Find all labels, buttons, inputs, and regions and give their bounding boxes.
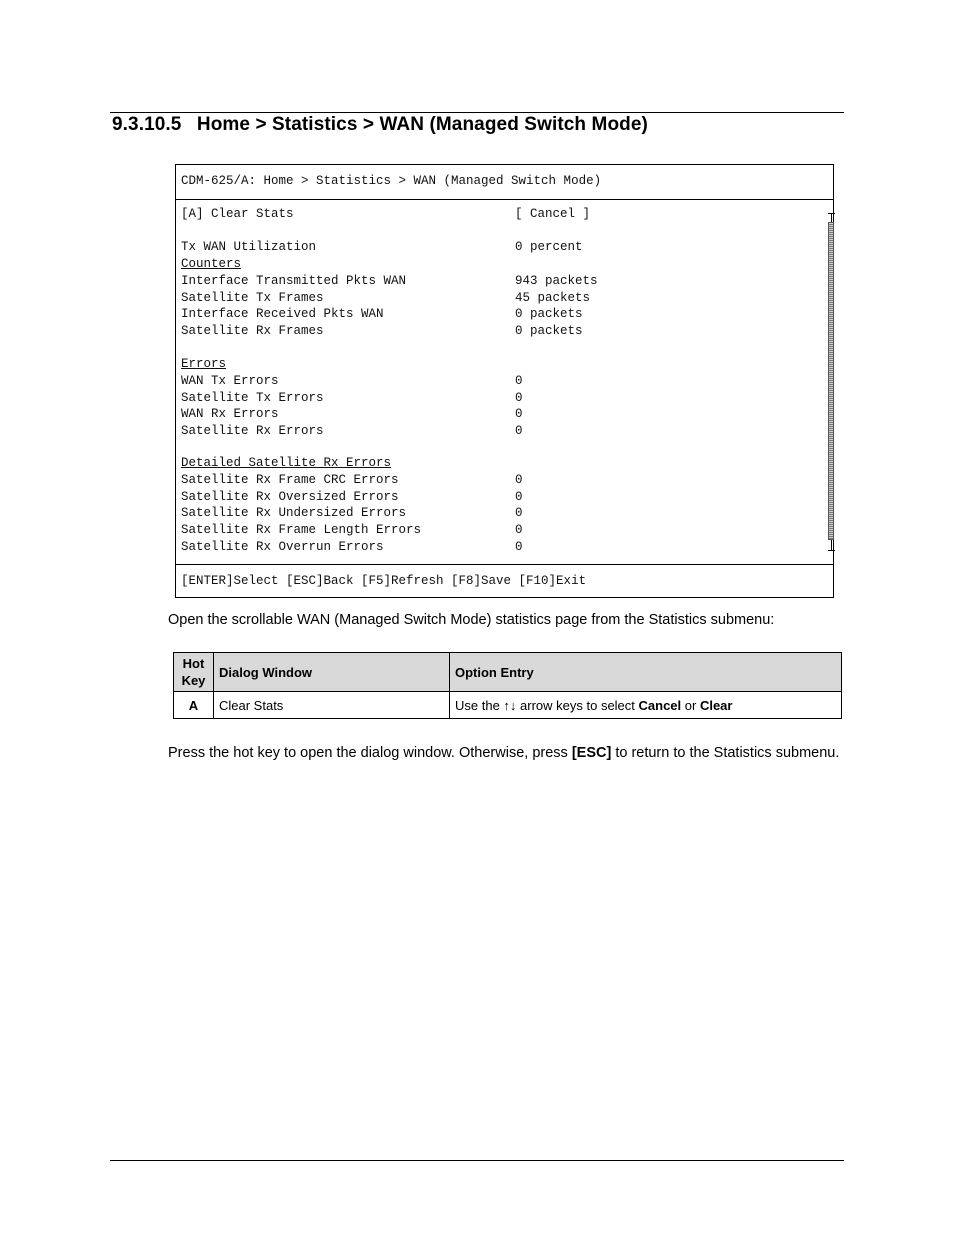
utilization-value: 0 percent: [515, 240, 583, 254]
stat-label: WAN Rx Errors: [181, 407, 279, 421]
counters-heading-row: [181, 257, 242, 273]
stat-row: [181, 291, 591, 307]
stat-label: Interface Received Pkts WAN: [181, 307, 384, 321]
stat-value: 0 packets: [515, 307, 583, 321]
stat-value: 0: [515, 407, 523, 421]
clear-stats-value[interactable]: [ Cancel ]: [515, 207, 591, 221]
table-header-row: [174, 653, 842, 692]
terminal-screen: [175, 164, 834, 598]
stat-label: Satellite Rx Oversized Errors: [181, 490, 399, 504]
stat-value: 0: [515, 490, 523, 504]
stat-value: 0: [515, 473, 523, 487]
scrollbar-bottom-cap: [828, 550, 835, 551]
stat-row: [181, 540, 523, 556]
errors-heading: Errors: [181, 357, 227, 371]
counters-heading: Counters: [181, 257, 242, 271]
stat-value: 0: [515, 540, 523, 554]
stat-value: 0 packets: [515, 324, 583, 338]
utilization-row: [181, 240, 583, 256]
stat-value: 0: [515, 506, 523, 520]
terminal-title: CDM-625/A: Home > Statistics > WAN (Managed Switch Mode): [181, 174, 602, 188]
clear-stats-label[interactable]: [A] Clear Stats: [181, 207, 294, 221]
section-heading: [112, 114, 648, 136]
options-table: [173, 652, 842, 719]
dialog-window-cell: Clear Stats: [214, 692, 450, 719]
terminal-key-hints: [ENTER]Select [ESC]Back [F5]Refresh [F8]Save [F10]Exit: [181, 574, 587, 588]
stat-row: [181, 424, 523, 440]
intro-paragraph: Open the scrollable WAN (Managed Switch Mode) statistics page from the Statistics submenu:: [168, 612, 775, 628]
stat-label: Satellite Rx Frame Length Errors: [181, 523, 422, 537]
outro-before: Press the hot key to open the dialog window. Otherwise, press: [168, 745, 572, 761]
terminal-footer: [176, 564, 833, 599]
stat-label: Satellite Rx Frames: [181, 324, 324, 338]
hot-key-header-line2: Key: [181, 673, 206, 688]
stat-label: WAN Tx Errors: [181, 374, 279, 388]
stat-value: 45 packets: [515, 291, 591, 305]
stat-row: [181, 307, 583, 323]
utilization-label: Tx WAN Utilization: [181, 240, 317, 254]
esc-key: [ESC]: [571, 745, 612, 761]
scrollbar-thumb[interactable]: [828, 222, 834, 540]
option-entry-cell: [450, 692, 842, 719]
stat-value: 0: [515, 391, 523, 405]
stat-row: [181, 324, 583, 340]
option-cancel: Cancel: [638, 697, 682, 713]
stat-row: [181, 523, 523, 539]
stat-label: Satellite Rx Overrun Errors: [181, 540, 384, 554]
stat-value: 0: [515, 424, 523, 438]
stat-label: Satellite Rx Undersized Errors: [181, 506, 407, 520]
stat-row: [181, 473, 523, 489]
outro-paragraph: [168, 743, 848, 764]
stat-label: Satellite Tx Frames: [181, 291, 324, 305]
clear-stats-row[interactable]: [181, 207, 591, 223]
stat-value: 0: [515, 374, 523, 388]
terminal-title-bar: [176, 165, 833, 200]
stat-row: [181, 407, 523, 423]
stat-row: [181, 391, 523, 407]
stat-label: Satellite Rx Errors: [181, 424, 324, 438]
section-title: Home > Statistics > WAN (Managed Switch Mode): [196, 114, 648, 135]
stat-row: [181, 374, 523, 390]
hot-key-header-line1: Hot: [182, 656, 205, 671]
option-or: or: [681, 697, 700, 713]
option-entry-header: Option Entry: [450, 653, 842, 692]
table-row: [174, 692, 842, 719]
detailed-heading: Detailed Satellite Rx Errors: [181, 456, 392, 470]
stat-label: Interface Transmitted Pkts WAN: [181, 274, 407, 288]
detailed-heading-row: [181, 456, 392, 472]
stat-value: 943 packets: [515, 274, 598, 288]
stat-row: [181, 274, 598, 290]
outro-after: to return to the Statistics submenu.: [611, 745, 840, 761]
scrollbar-top-cap: [828, 213, 835, 214]
option-clear: Clear: [699, 697, 733, 713]
dialog-window-header: Dialog Window: [214, 653, 450, 692]
top-rule: [110, 112, 844, 113]
stat-label: Satellite Tx Errors: [181, 391, 324, 405]
hot-key-header: [174, 653, 214, 692]
errors-heading-row: [181, 357, 227, 373]
section-number: 9.3.10.5: [112, 114, 182, 135]
scrollbar[interactable]: [827, 213, 835, 551]
option-prefix: Use the ↑↓ arrow keys to select: [455, 697, 639, 713]
stat-row: [181, 490, 523, 506]
stat-value: 0: [515, 523, 523, 537]
stat-row: [181, 506, 523, 522]
hot-key-cell: A: [174, 692, 214, 719]
bottom-rule: [110, 1160, 844, 1161]
stat-label: Satellite Rx Frame CRC Errors: [181, 473, 399, 487]
